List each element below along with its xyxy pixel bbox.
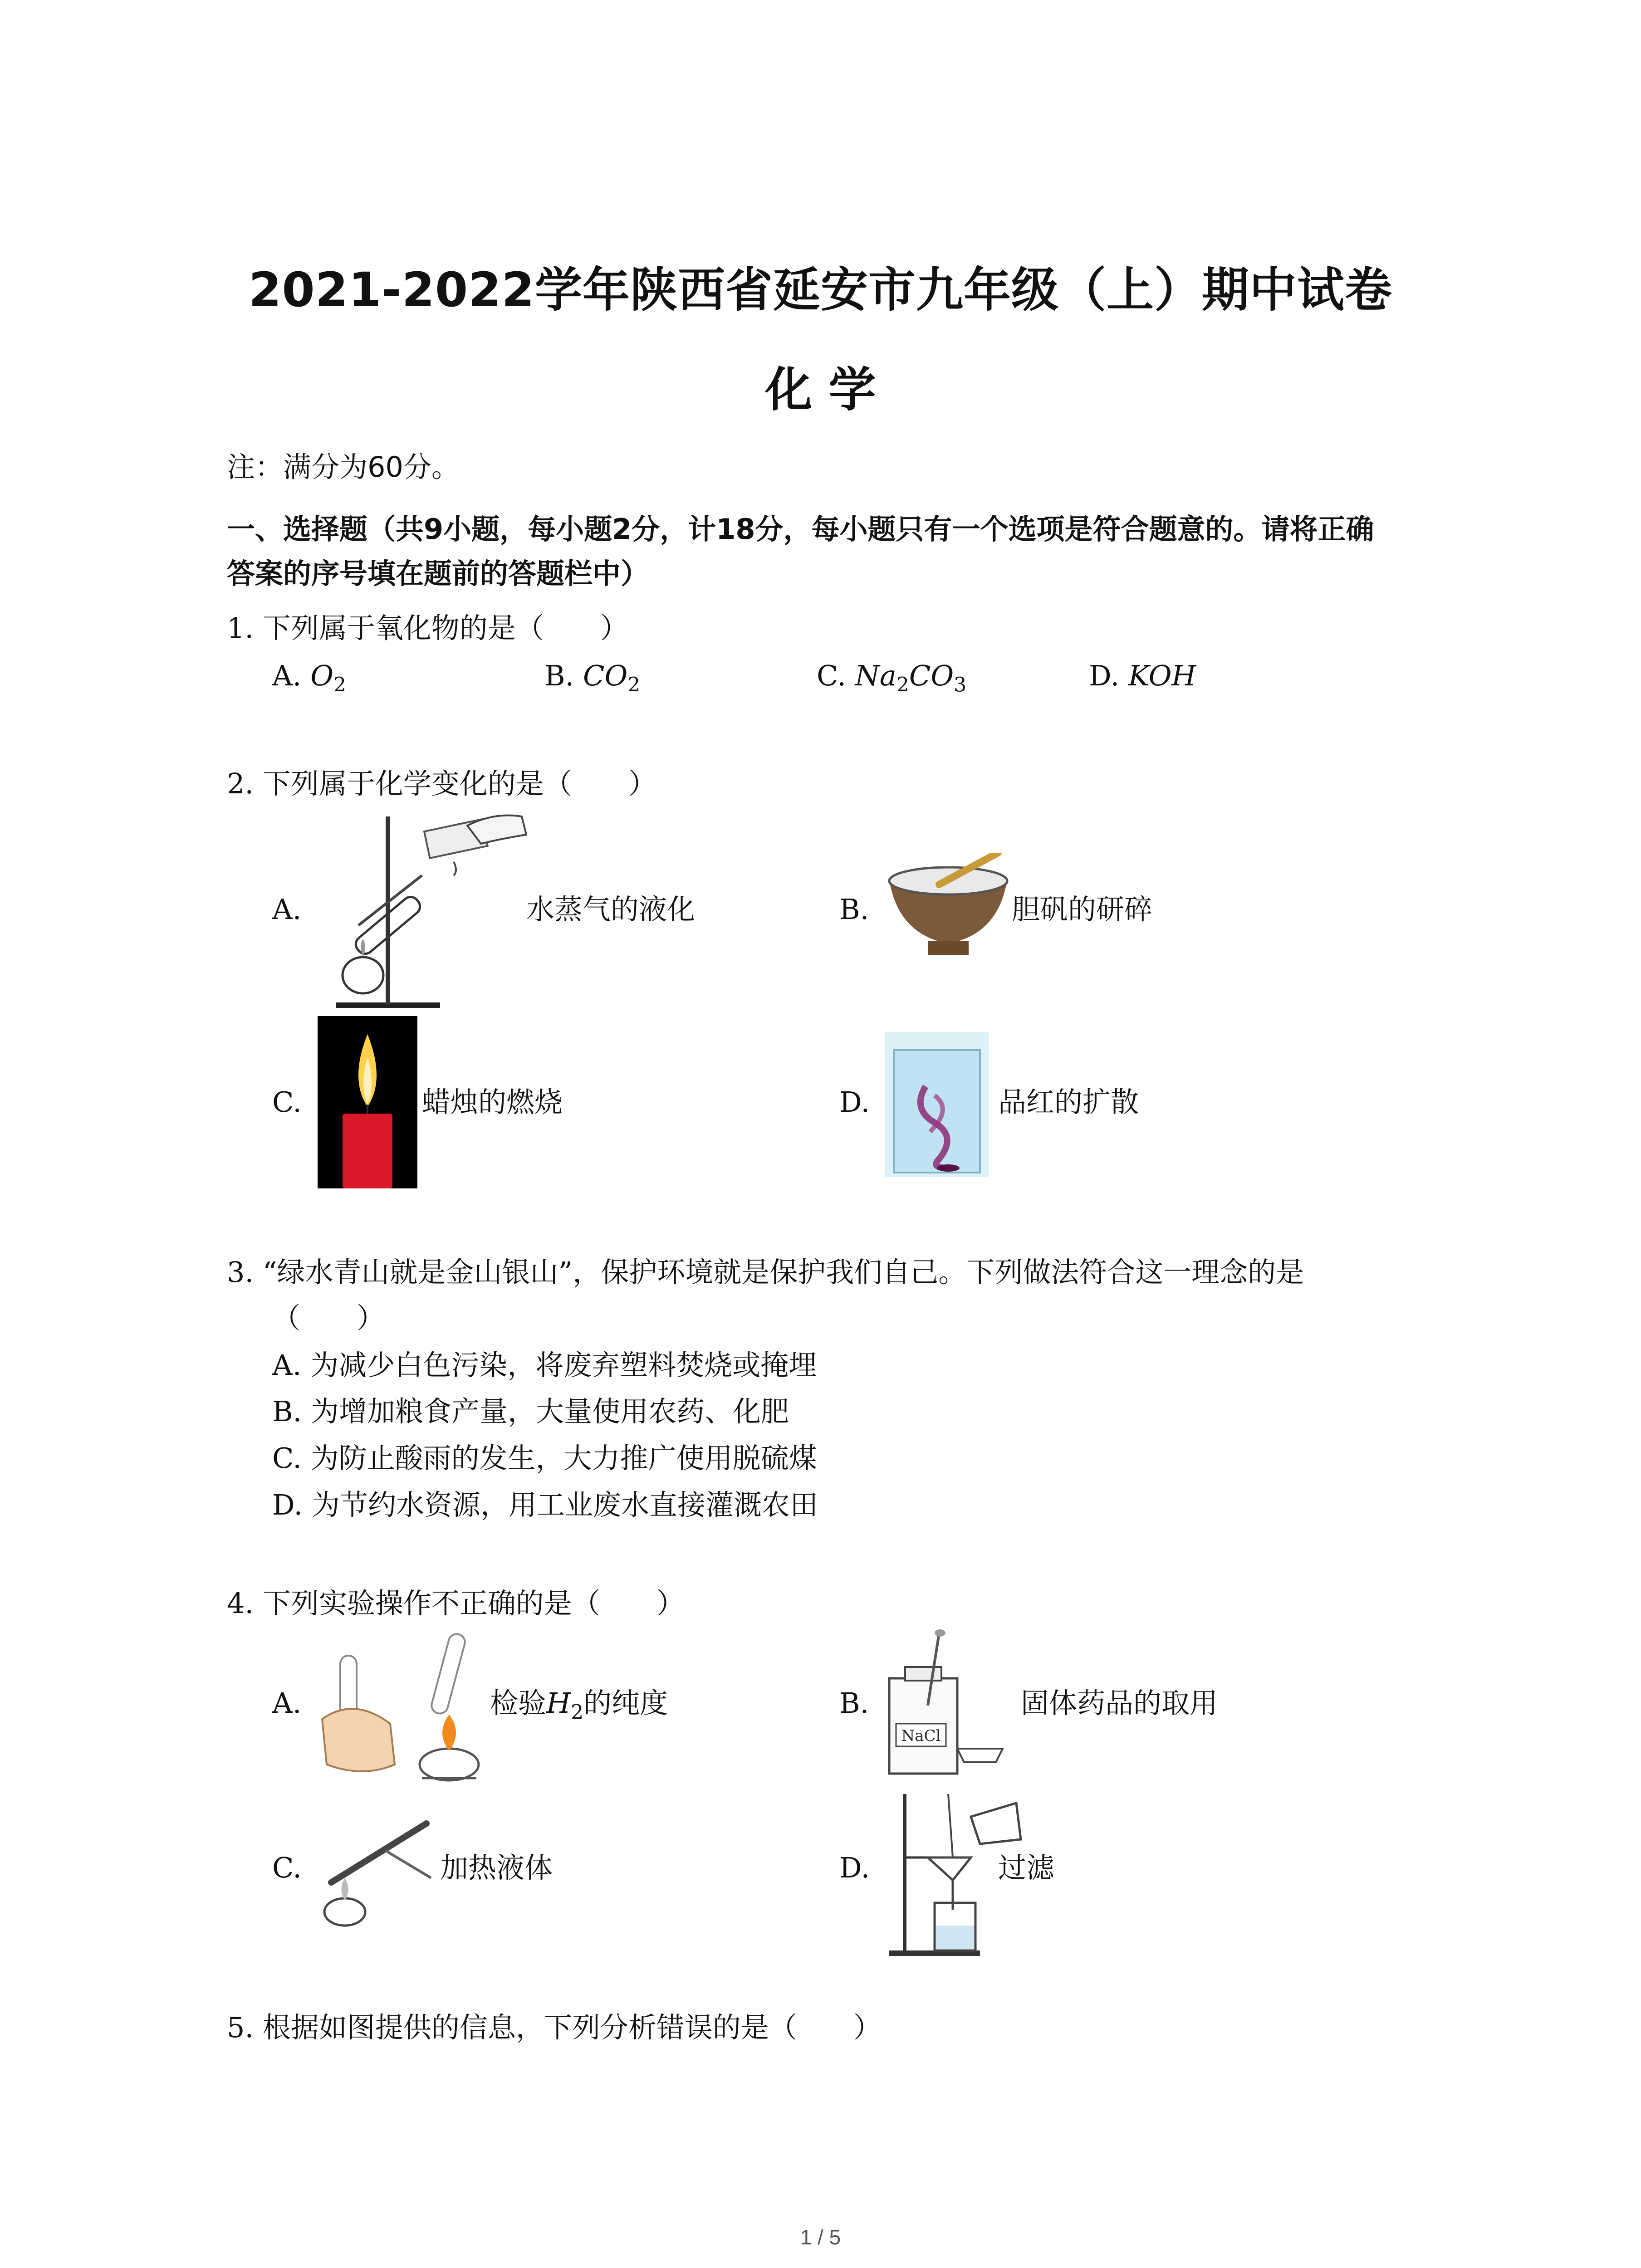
heating-liquid-image: [318, 1810, 445, 1928]
page-title: 2021-2022学年陕西省延安市九年级（上）期中试卷: [248, 262, 1393, 318]
q4-option-b-letter: B.: [839, 1686, 869, 1720]
q2-option-c-letter: C.: [272, 1085, 302, 1119]
q3-option-b: B. 为增加粮食产量，大量使用农药、化肥: [272, 1395, 789, 1428]
distillation-apparatus-image: [318, 807, 535, 1016]
q4-option-a-label: 检验$H_2$的纯度: [490, 1686, 668, 1724]
q1-option-c: C. $Na_2CO_3$: [817, 659, 967, 697]
question-2-stem: 2. 下列属于化学变化的是（ ）: [227, 767, 656, 800]
section-heading-line2: 答案的序号填在题前的答题栏中）: [227, 557, 649, 590]
q1-option-d: D. KOH: [1089, 659, 1196, 692]
dye-diffusion-beaker-image: [885, 1032, 989, 1177]
q2-option-d-label: 品红的扩散: [998, 1085, 1139, 1119]
question-1-stem: 1. 下列属于氧化物的是（ ）: [227, 611, 628, 645]
q2-option-a-label: 水蒸气的液化: [526, 893, 696, 926]
question-3-stem-cont: （ ）: [272, 1301, 385, 1334]
q2-option-a-letter: A.: [272, 893, 302, 926]
candle-image: [318, 1016, 417, 1188]
q4-option-c-label: 加热液体: [440, 1851, 553, 1884]
q4-option-b-label: 固体药品的取用: [1021, 1686, 1218, 1720]
q2-option-d-letter: D.: [839, 1085, 870, 1119]
subject-title: 化 学: [765, 362, 876, 417]
section-heading-line1: 一、选择题（共9小题，每小题2分，计18分，每小题只有一个选项是符合题意的。请将正确: [227, 513, 1374, 546]
q2-option-c-label: 蜡烛的燃烧: [422, 1085, 563, 1119]
q4-option-c-letter: C.: [272, 1851, 302, 1884]
q1-option-b: B. $CO_2$: [544, 659, 641, 697]
page-number: 1 / 5: [800, 2225, 841, 2249]
question-4-stem: 4. 下列实验操作不正确的是（ ）: [227, 1587, 685, 1620]
q4-option-d-letter: D.: [839, 1851, 870, 1884]
q4-option-a-letter: A.: [272, 1686, 302, 1720]
mortar-pestle-image: [885, 853, 1012, 962]
q3-option-c: C. 为防止酸雨的发生，大力推广使用脱硫煤: [272, 1442, 817, 1475]
question-5-stem: 5. 根据如图提供的信息，下列分析错误的是（ ）: [227, 2011, 882, 2044]
hydrogen-purity-test-image: [318, 1628, 499, 1783]
q3-option-a: A. 为减少白色污染，将废弃塑料焚烧或掩埋: [272, 1349, 817, 1382]
question-3-stem: 3. “绿水青山就是金山银山”，保护环境就是保护我们自己。下列做法符合这一理念的是: [227, 1256, 1304, 1289]
exam-note: 注：满分为60分。: [227, 450, 460, 484]
q2-option-b-label: 胆矾的研碎: [1012, 893, 1153, 926]
q2-option-b-letter: B.: [839, 893, 869, 926]
q1-option-a: A. $O_2$: [272, 659, 347, 697]
q4-option-d-label: 过滤: [998, 1851, 1055, 1884]
q3-option-d: D. 为节约水资源，用工业废水直接灌溉农田: [272, 1488, 818, 1521]
nacl-label: NaCl: [901, 1727, 941, 1745]
